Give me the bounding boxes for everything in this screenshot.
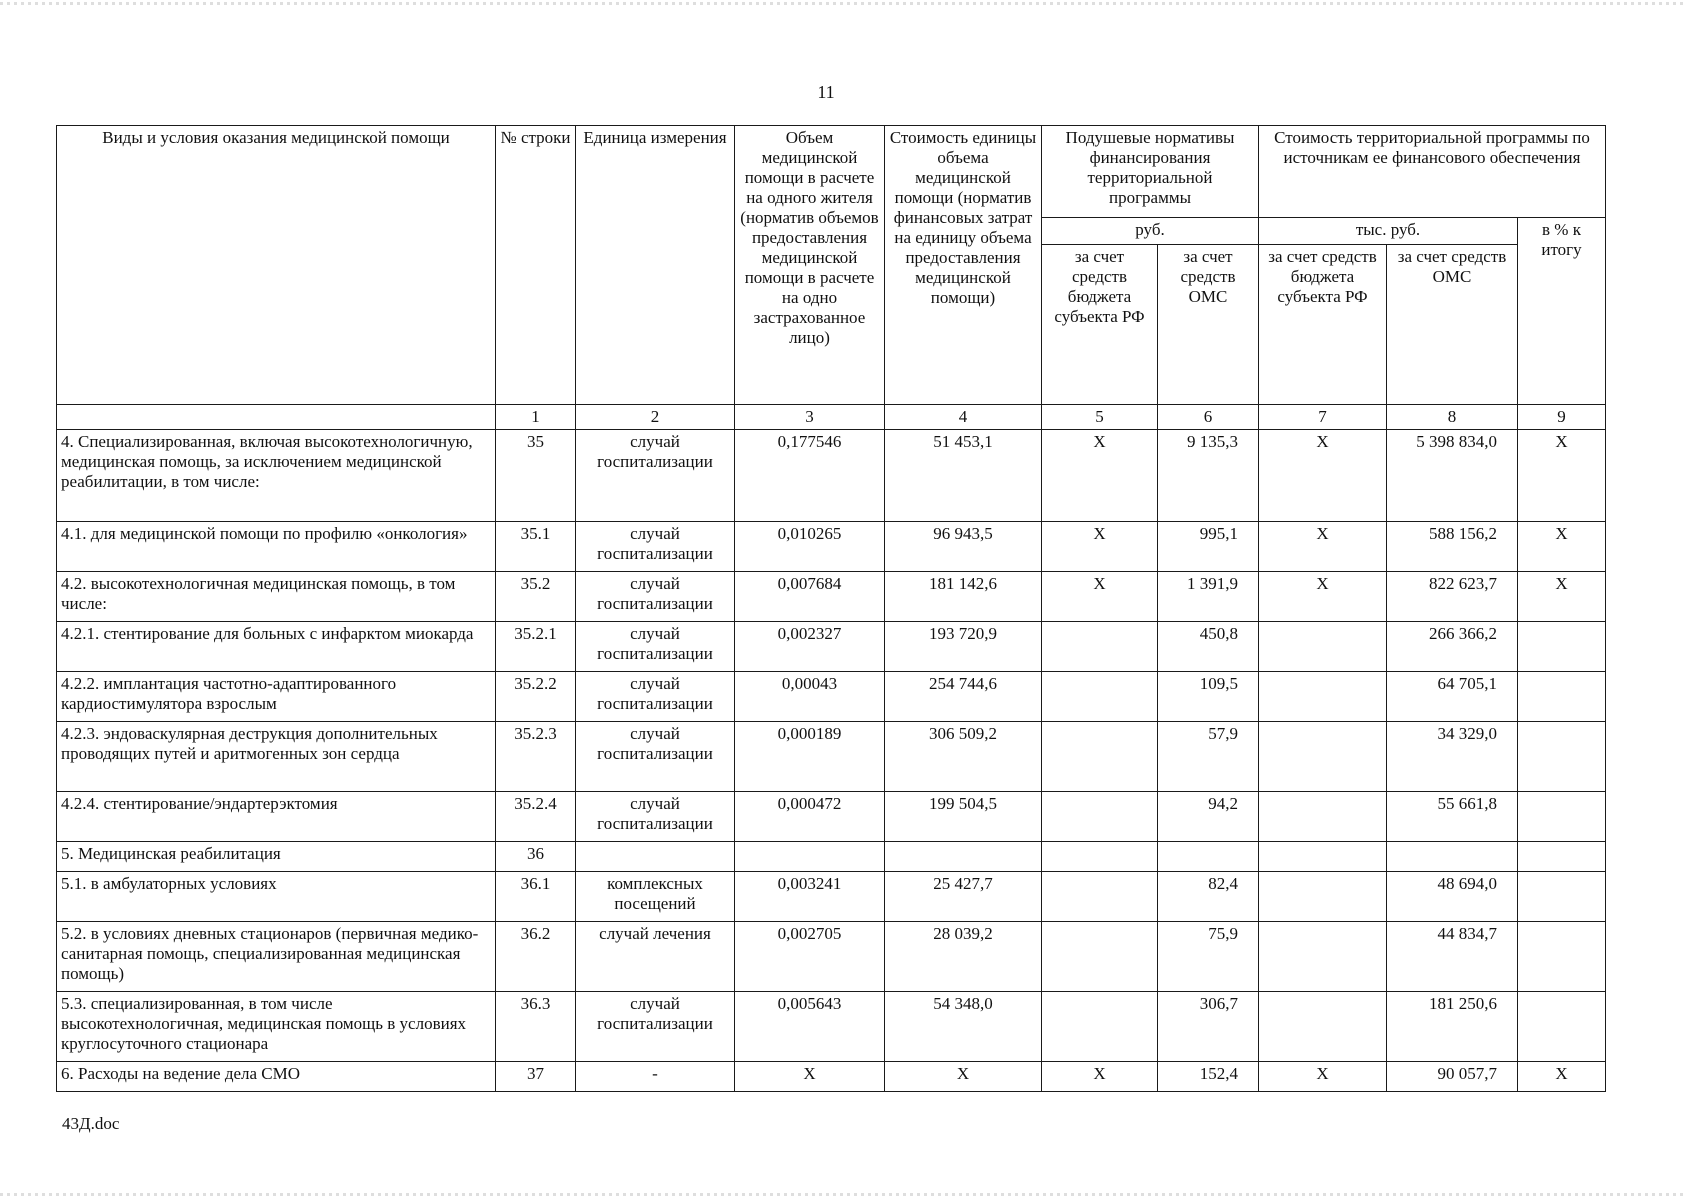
column-number: 5	[1042, 405, 1158, 430]
cell-unit: случай госпитализации	[576, 722, 735, 792]
column-number: 4	[885, 405, 1042, 430]
table-row	[57, 572, 1606, 622]
cell-row-number: 35.2.1	[496, 622, 576, 672]
cell-row-number: 36.3	[496, 992, 576, 1062]
column-number-row	[57, 405, 1606, 430]
cell-unit-cost	[885, 842, 1042, 872]
cell-budget-per-capita	[1042, 872, 1158, 922]
cell-percent-total	[1518, 792, 1606, 842]
cell-oms-cost	[1387, 842, 1518, 872]
table-row	[57, 1062, 1606, 1092]
cell-volume: 0,00043	[735, 672, 885, 722]
column-number: 1	[496, 405, 576, 430]
cell-type-of-care: 4.2.2. имплантация частотно-адаптированного кардиостимулятора взрослым	[57, 672, 496, 722]
cell-type-of-care: 5.3. специализированная, в том числе высокотехнологичная, медицинская помощь в условиях круглосуточного стационара	[57, 992, 496, 1062]
header-budget-subject-2: за счет средств бюджета субъекта РФ	[1259, 245, 1387, 405]
cell-oms-per-capita: 109,5	[1158, 672, 1259, 722]
cell-budget-cost	[1259, 622, 1387, 672]
cell-row-number: 35.2.2	[496, 672, 576, 722]
cell-row-number: 35.2.4	[496, 792, 576, 842]
cell-oms-per-capita: 995,1	[1158, 522, 1259, 572]
cell-row-number: 36	[496, 842, 576, 872]
cell-unit: случай госпитализации	[576, 792, 735, 842]
cell-oms-per-capita: 82,4	[1158, 872, 1259, 922]
table-row	[57, 992, 1606, 1062]
header-budget-subject: за счет средств бюджета субъекта РФ	[1042, 245, 1158, 405]
table-row	[57, 792, 1606, 842]
cell-oms-cost: 55 661,8	[1387, 792, 1518, 842]
cell-type-of-care: 4.2. высокотехнологичная медицинская помощь, в том числе:	[57, 572, 496, 622]
cell-oms-per-capita: 57,9	[1158, 722, 1259, 792]
cell-row-number: 35.1	[496, 522, 576, 572]
table-container	[56, 125, 1606, 1092]
cell-oms-cost: 44 834,7	[1387, 922, 1518, 992]
cell-oms-cost: 588 156,2	[1387, 522, 1518, 572]
cell-oms-per-capita: 75,9	[1158, 922, 1259, 992]
cell-type-of-care: 4.2.1. стентирование для больных с инфарктом миокарда	[57, 622, 496, 672]
cell-oms-per-capita: 1 391,9	[1158, 572, 1259, 622]
cell-oms-per-capita: 94,2	[1158, 792, 1259, 842]
table-row	[57, 430, 1606, 522]
scan-top-edge	[0, 2, 1686, 5]
cell-volume: 0,002705	[735, 922, 885, 992]
cell-budget-cost: X	[1259, 572, 1387, 622]
cell-volume: 0,177546	[735, 430, 885, 522]
cell-budget-per-capita	[1042, 672, 1158, 722]
cell-volume: 0,005643	[735, 992, 885, 1062]
column-number: 3	[735, 405, 885, 430]
header-per-capita: Подушевые нормативы финансирования территориальной программы	[1042, 126, 1259, 218]
cell-budget-cost	[1259, 842, 1387, 872]
cell-percent-total: X	[1518, 572, 1606, 622]
cell-percent-total	[1518, 922, 1606, 992]
column-number: 6	[1158, 405, 1259, 430]
cell-budget-per-capita: X	[1042, 1062, 1158, 1092]
header-volume: Объем медицинской помощи в расчете на одного жителя (норматив объемов предоставления медицинской помощи в расчете на одно застрахованное лицо)	[735, 126, 885, 405]
column-number: 2	[576, 405, 735, 430]
cell-percent-total	[1518, 622, 1606, 672]
cell-budget-per-capita	[1042, 922, 1158, 992]
cell-budget-per-capita	[1042, 792, 1158, 842]
cell-volume: 0,003241	[735, 872, 885, 922]
table-header	[57, 126, 1606, 430]
cell-row-number: 35.2	[496, 572, 576, 622]
cell-oms-per-capita	[1158, 842, 1259, 872]
cell-unit-cost: 181 142,6	[885, 572, 1042, 622]
cell-unit: случай госпитализации	[576, 622, 735, 672]
cell-percent-total: X	[1518, 1062, 1606, 1092]
cell-type-of-care: 4. Специализированная, включая высокотехнологичную, медицинская помощь, за исключением медицинской реабилитации, в том числе:	[57, 430, 496, 522]
cell-unit-cost: 51 453,1	[885, 430, 1042, 522]
cell-oms-per-capita: 152,4	[1158, 1062, 1259, 1092]
cell-volume: 0,010265	[735, 522, 885, 572]
cell-budget-cost	[1259, 922, 1387, 992]
cell-volume: 0,000189	[735, 722, 885, 792]
cell-unit-cost: 54 348,0	[885, 992, 1042, 1062]
cell-oms-per-capita: 450,8	[1158, 622, 1259, 672]
cell-type-of-care: 5. Медицинская реабилитация	[57, 842, 496, 872]
cell-oms-cost: 34 329,0	[1387, 722, 1518, 792]
cell-budget-cost	[1259, 792, 1387, 842]
cell-type-of-care: 4.2.4. стентирование/эндартерэктомия	[57, 792, 496, 842]
column-number: 7	[1259, 405, 1387, 430]
cell-unit: случай госпитализации	[576, 430, 735, 522]
cell-volume: 0,002327	[735, 622, 885, 672]
header-types-of-care: Виды и условия оказания медицинской помощи	[57, 126, 496, 405]
cell-type-of-care: 4.1. для медицинской помощи по профилю «онкология»	[57, 522, 496, 572]
cell-unit-cost: 96 943,5	[885, 522, 1042, 572]
cell-type-of-care: 5.1. в амбулаторных условиях	[57, 872, 496, 922]
cell-unit-cost: 28 039,2	[885, 922, 1042, 992]
cell-unit-cost: X	[885, 1062, 1042, 1092]
cell-unit: случай госпитализации	[576, 992, 735, 1062]
cell-unit: случай госпитализации	[576, 572, 735, 622]
table-body	[57, 430, 1606, 1092]
cell-budget-cost: X	[1259, 1062, 1387, 1092]
cell-budget-cost	[1259, 992, 1387, 1062]
cell-budget-cost	[1259, 722, 1387, 792]
cell-budget-per-capita: X	[1042, 522, 1158, 572]
cell-unit-cost: 254 744,6	[885, 672, 1042, 722]
cell-row-number: 36.2	[496, 922, 576, 992]
cell-volume	[735, 842, 885, 872]
cell-budget-cost	[1259, 872, 1387, 922]
cell-oms-cost: 266 366,2	[1387, 622, 1518, 672]
cell-oms-cost: 822 623,7	[1387, 572, 1518, 622]
header-unit: Единица измерения	[576, 126, 735, 405]
cell-oms-per-capita: 306,7	[1158, 992, 1259, 1062]
cell-row-number: 36.1	[496, 872, 576, 922]
cell-budget-per-capita	[1042, 622, 1158, 672]
cell-unit: случай лечения	[576, 922, 735, 992]
cell-row-number: 37	[496, 1062, 576, 1092]
column-number: 9	[1518, 405, 1606, 430]
header-oms: за счет средств ОМС	[1158, 245, 1259, 405]
cell-unit-cost: 199 504,5	[885, 792, 1042, 842]
cell-volume: X	[735, 1062, 885, 1092]
header-percent-total: в % к итогу	[1518, 218, 1606, 405]
cell-unit-cost: 306 509,2	[885, 722, 1042, 792]
table-row	[57, 522, 1606, 572]
cell-budget-per-capita: X	[1042, 572, 1158, 622]
cell-unit-cost: 193 720,9	[885, 622, 1042, 672]
table-row	[57, 622, 1606, 672]
cell-budget-per-capita	[1042, 992, 1158, 1062]
cell-row-number: 35.2.3	[496, 722, 576, 792]
cell-budget-cost: X	[1259, 522, 1387, 572]
cell-budget-per-capita	[1042, 722, 1158, 792]
cell-oms-cost: 90 057,7	[1387, 1062, 1518, 1092]
cell-percent-total	[1518, 672, 1606, 722]
footer-filename: 43Д.doc	[62, 1114, 120, 1133]
table-row	[57, 842, 1606, 872]
scan-bottom-edge	[0, 1193, 1686, 1196]
cell-unit	[576, 842, 735, 872]
column-number: 8	[1387, 405, 1518, 430]
table-row	[57, 872, 1606, 922]
table-row	[57, 672, 1606, 722]
cell-volume: 0,007684	[735, 572, 885, 622]
cell-percent-total: X	[1518, 430, 1606, 522]
cell-oms-cost: 64 705,1	[1387, 672, 1518, 722]
cell-percent-total	[1518, 992, 1606, 1062]
cell-budget-per-capita: X	[1042, 430, 1158, 522]
cell-percent-total	[1518, 872, 1606, 922]
cell-unit: случай госпитализации	[576, 672, 735, 722]
cell-oms-per-capita: 9 135,3	[1158, 430, 1259, 522]
header-oms-2: за счет средств ОМС	[1387, 245, 1518, 405]
column-number	[57, 405, 496, 430]
cell-percent-total: X	[1518, 522, 1606, 572]
cell-row-number: 35	[496, 430, 576, 522]
table-row	[57, 922, 1606, 992]
cell-unit: случай госпитализации	[576, 522, 735, 572]
header-thous-rub: тыс. руб.	[1259, 218, 1518, 245]
cell-budget-cost	[1259, 672, 1387, 722]
cell-volume: 0,000472	[735, 792, 885, 842]
header-unit-cost: Стоимость единицы объема медицинской помощи (норматив финансовых затрат на единицу объема предоставления медицинской помощи)	[885, 126, 1042, 405]
cell-unit: комплексных посещений	[576, 872, 735, 922]
cell-type-of-care: 6. Расходы на ведение дела СМО	[57, 1062, 496, 1092]
cell-unit-cost: 25 427,7	[885, 872, 1042, 922]
cell-type-of-care: 4.2.3. эндоваскулярная деструкция дополнительных проводящих путей и аритмогенных зон сердца	[57, 722, 496, 792]
cell-unit: -	[576, 1062, 735, 1092]
header-rub: руб.	[1042, 218, 1259, 245]
table-row	[57, 722, 1606, 792]
cell-oms-cost: 5 398 834,0	[1387, 430, 1518, 522]
header-row-number: № строки	[496, 126, 576, 405]
cell-oms-cost: 48 694,0	[1387, 872, 1518, 922]
cell-budget-cost: X	[1259, 430, 1387, 522]
cell-percent-total	[1518, 722, 1606, 792]
header-program-cost: Стоимость территориальной программы по источникам ее финансового обеспечения	[1259, 126, 1606, 218]
cell-oms-cost: 181 250,6	[1387, 992, 1518, 1062]
budget-table	[56, 125, 1606, 1092]
cell-budget-per-capita	[1042, 842, 1158, 872]
page-number: 11	[817, 82, 835, 102]
cell-type-of-care: 5.2. в условиях дневных стационаров (первичная медико-санитарная помощь, специализированная медицинская помощь)	[57, 922, 496, 992]
cell-percent-total	[1518, 842, 1606, 872]
